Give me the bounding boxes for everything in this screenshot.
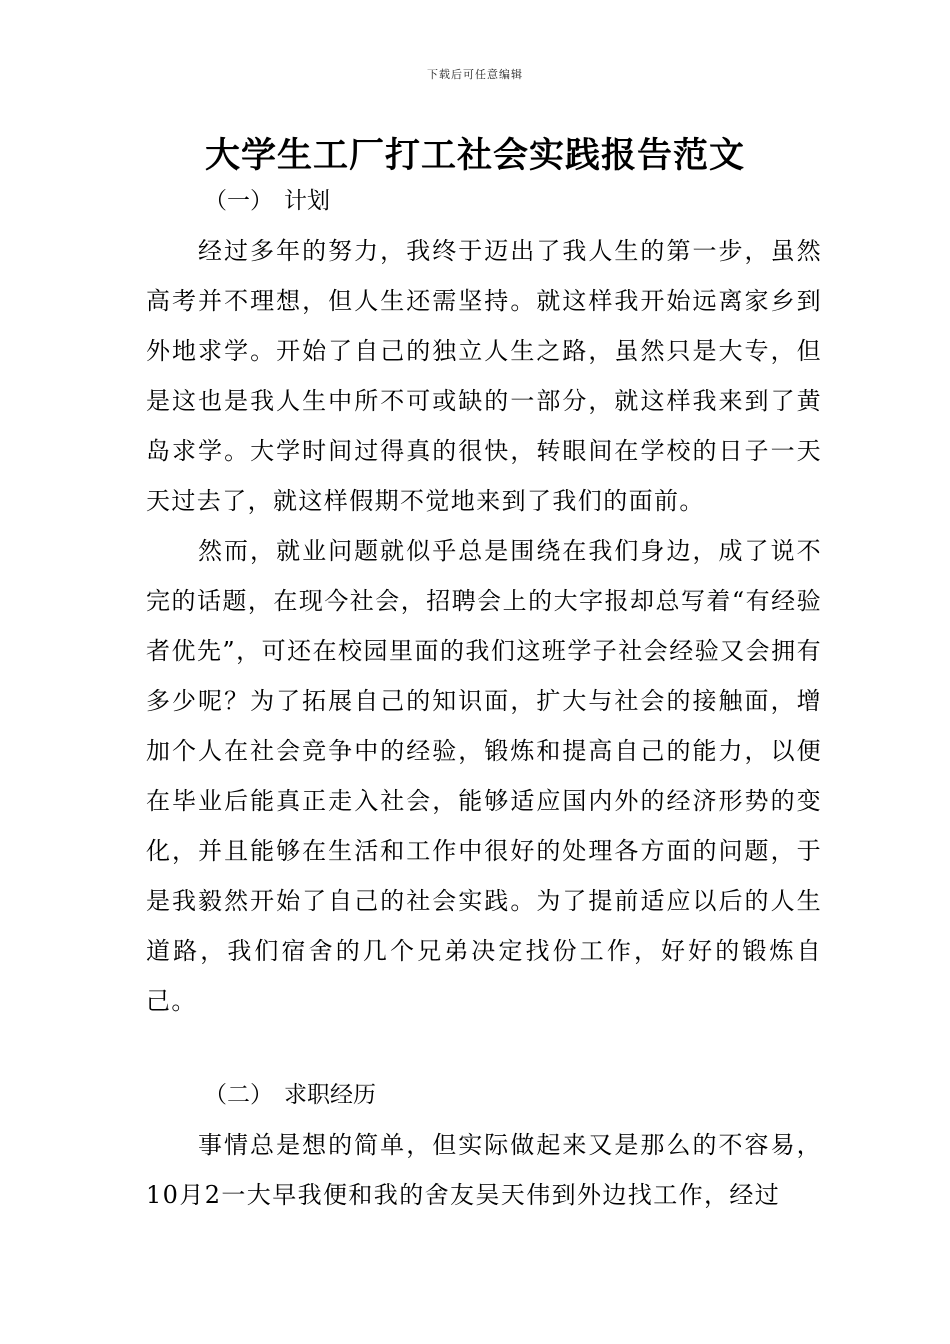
section-body-2: [146, 1120, 822, 1220]
document-title: 大学生工厂打工社会实践报告范文: [204, 136, 745, 176]
section-title-2: 求职经历: [284, 1082, 376, 1108]
paragraph-1-2: 然而，就业问题就似乎总是围绕在我们身边，成了说不完的话题，在现今社会，招聘会上的大字报却总写着“有经验者优先”，可还在校园里面的我们这班学子社会经验又会拥有多少呢？为了拓展自己的知识面，扩大与社会的接触面，增加个人在社会竞争中的经验，锻炼和提高自己的能力，以便在毕业后能真正走入社会，能够适应国内外的经济形势的变化，并且能够在生活和工作中很好的处理各方面的问题，于是我毅然开始了自己的社会实践。为了提前适应以后的人生道路，我们宿舍的几个兄弟决定找份工作，好好的锻炼自己。: [146, 537, 822, 1015]
section-number-1: （一）: [204, 188, 273, 214]
section-heading-2: [204, 1080, 376, 1110]
section-heading-1: [204, 186, 330, 216]
header-note: 下载后可任意编辑: [427, 68, 523, 81]
section-body-1: [146, 226, 822, 1026]
paragraph-2-1: 事情总是想的简单，但实际做起来又是那么的不容易，10月2一大早我便和我的舍友吴天伟到外边找工作，经过: [146, 1131, 822, 1209]
section-number-2: （二）: [204, 1082, 273, 1108]
section-title-1: 计划: [284, 188, 330, 214]
paragraph-1-1: 经过多年的努力，我终于迈出了我人生的第一步，虽然高考并不理想，但人生还需坚持。就这样我开始远离家乡到外地求学。开始了自己的独立人生之路，虽然只是大专，但是这也是我人生中所不可或缺的一部分，就这样我来到了黄岛求学。大学时间过得真的很快，转眼间在学校的日子一天天过去了，就这样假期不觉地来到了我们的面前。: [146, 237, 822, 515]
